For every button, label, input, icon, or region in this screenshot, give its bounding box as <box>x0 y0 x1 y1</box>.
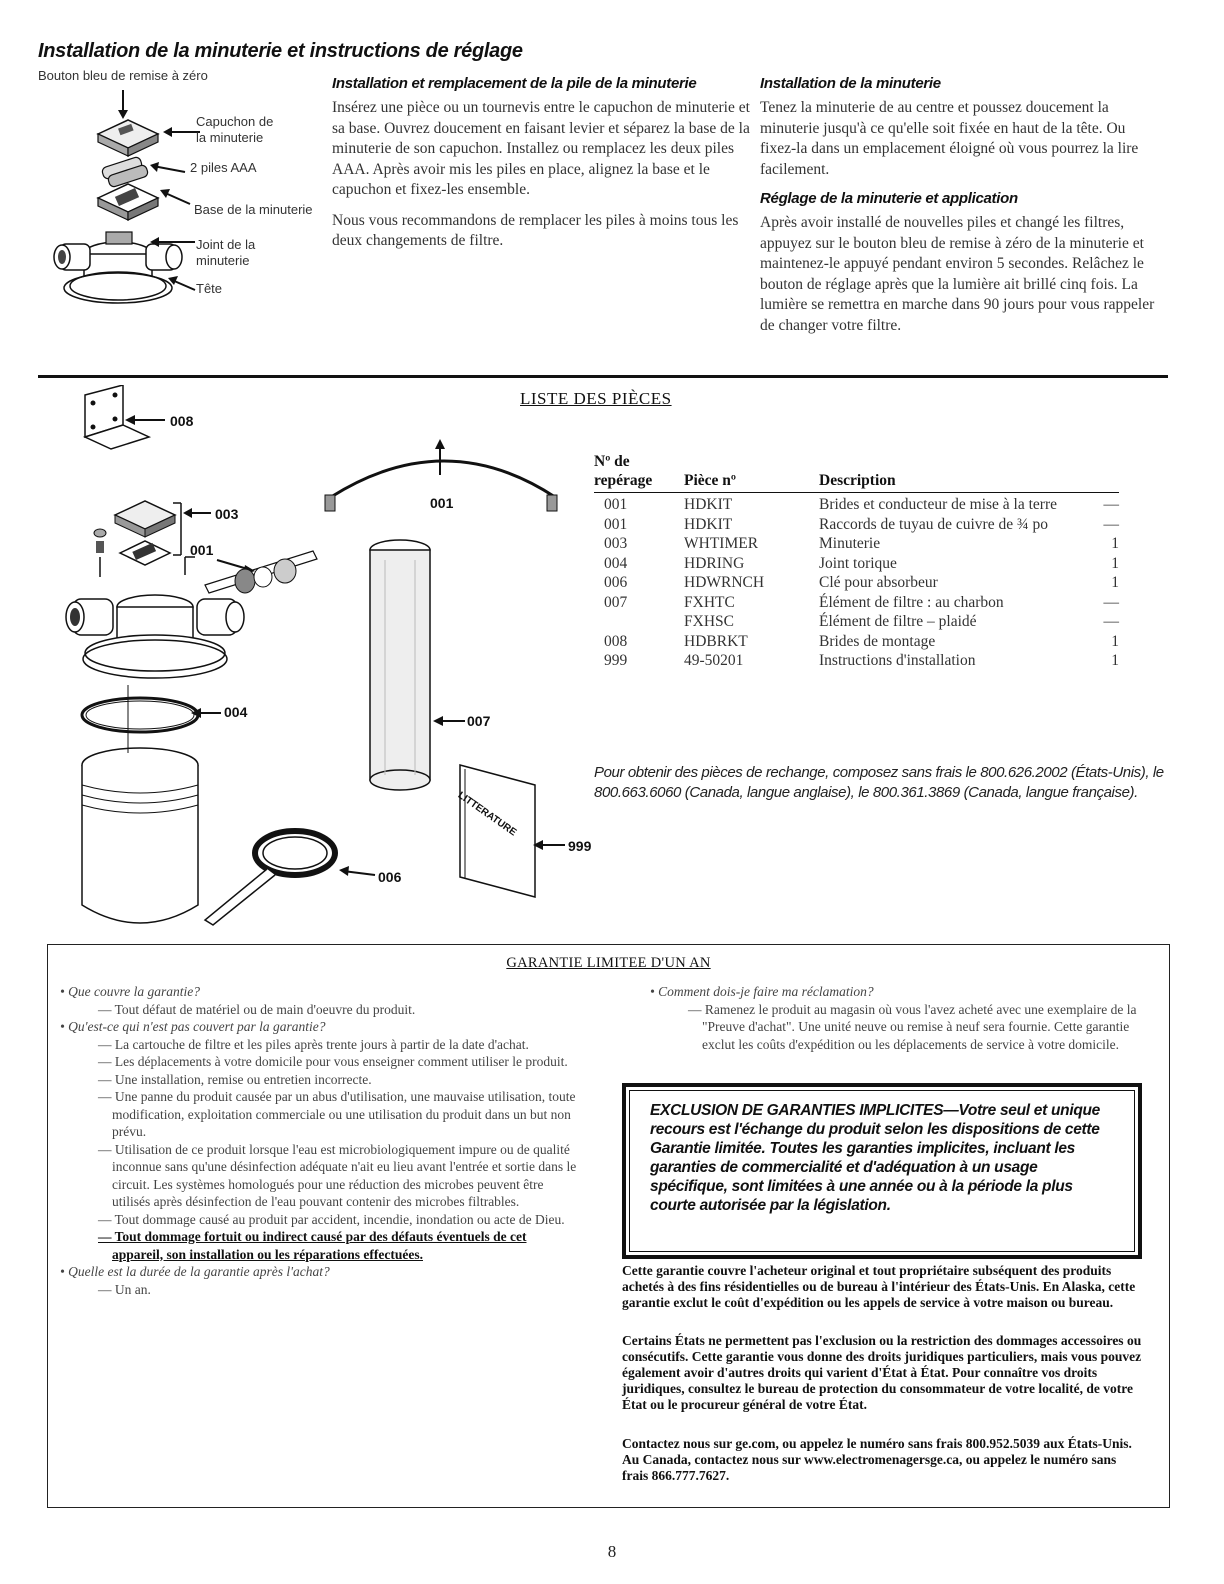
cell-part: HDRING <box>684 554 745 572</box>
cell-desc: Joint torique <box>819 554 897 572</box>
cell-desc: Brides de montage <box>819 632 936 650</box>
cell-ref <box>594 612 684 632</box>
page-title: Installation de la minuterie et instructions de réglage <box>38 40 523 62</box>
warranty-question-1: • Que couvre la garantie? <box>60 984 200 999</box>
warranty-title: GARANTIE LIMITEE D'UN AN <box>506 955 711 971</box>
warranty-states: Certains États ne permettent pas l'exclusion ou la restriction des dommages accessoires ou consécutifs. Cette garantie vous donne des droits juridiques particuliers, mais vous pouvez également avoir d'autres droits qui varient d'État à État. Pour connaître vos droits juridiques, consultez le bureau de protection du consommateur de votre localité, de votre État ou le procureur général de votre État. <box>622 1333 1142 1412</box>
warranty-answer: — Ramenez le produit au magasin où vous l'avez acheté avec une exemplaire de la "Preuve d'achat". Une unité neuve ou remise à neuf sera fournie. Cette garantie exclut les coûts d'expédition ou les déplacements de service à votre domicile. <box>688 1001 1137 1052</box>
table-row <box>594 554 1119 574</box>
label-999: 999 <box>568 838 592 854</box>
label-timer-cap: Capuchon de la minuterie <box>196 114 274 145</box>
parts-list-title: LISTE DES PIÈCES <box>520 389 672 408</box>
cell-ref: 001 <box>604 515 628 533</box>
timer-install-heading: Installation de la minuterie <box>760 75 941 92</box>
cell-ref: 006 <box>604 574 628 591</box>
warranty-answer-emphasis: — Tout dommage fortuit ou indirect causé par des défauts éventuels de cet appareil, son installation ou les réparations effectuées. <box>98 1229 527 1262</box>
replacement-parts-note: Pour obtenir des pièces de rechange, composez sans frais le 800.626.2002 (États-Unis), le 800.663.6060 (Canada, langue anglaise), le 800.361.3869 (Canada, langue française). <box>594 764 1164 801</box>
cell-ref: 004 <box>604 554 628 572</box>
warranty-answer: — Les déplacements à votre domicile pour vous enseigner comment utiliser le produit. <box>98 1054 568 1069</box>
cell-desc: Minuterie <box>819 535 881 552</box>
label-003: 003 <box>215 506 239 522</box>
label-001-tubing: 001 <box>430 495 454 511</box>
label-001-fitting: 001 <box>190 542 214 558</box>
battery-paragraph-2: Nous vous recommandons de remplacer les piles à moins tous les deux changements de filtre. <box>332 211 739 249</box>
cell-qty: — <box>1103 515 1119 533</box>
table-row <box>594 651 1119 671</box>
exploded-parts-drawing <box>45 385 605 930</box>
timer-install-paragraph: Tenez la minuterie de au centre et poussez doucement la minuterie jusqu'à ce qu'elle soit fixée en haut de la tête. Ou fixez-la dans un emplacement éloigné où vous pourrez la lire facilement. <box>760 99 1139 178</box>
warranty-question-3: • Quelle est la durée de la garantie après l'achat? <box>60 1264 330 1279</box>
cell-part: HDBRKT <box>684 632 748 650</box>
cell-qty: 1 <box>1111 574 1119 591</box>
cell-ref: 003 <box>604 535 628 552</box>
cell-part: WHTIMER <box>684 535 759 552</box>
warranty-answer: — Utilisation de ce produit lorsque l'eau est microbiologiquement impure ou de qualité inconnue sans qu'une désinfection adéquate n'ait eu lieu avant l'entrée et sortie dans le circuit. Les systèmes homologués pour une réduction des microbes peuvent être utilisés après désinfection de l'eau pouvant contenir des microbes filtrables. <box>98 1141 577 1209</box>
cell-part: FXHSC <box>684 613 734 630</box>
warranty-answer: — Tout dommage causé au produit par accident, incendie, inondation ou acte de Dieu. <box>98 1211 565 1227</box>
battery-section <box>332 75 752 262</box>
table-row <box>594 573 1119 593</box>
cell-part: HDKIT <box>684 496 733 513</box>
cell-desc: Clé pour absorbeur <box>819 574 938 591</box>
question-text: Quelle est la durée de la garantie après l'achat? <box>68 1264 330 1279</box>
table-row <box>594 612 1119 632</box>
table-row <box>594 632 1119 652</box>
cell-qty: 1 <box>1111 632 1119 650</box>
label-timer-seal: Joint de la minuterie <box>196 237 256 268</box>
section-divider <box>38 375 1168 378</box>
cell-ref: 999 <box>604 652 628 669</box>
label-batteries: 2 piles AAA <box>190 160 257 175</box>
cell-desc: Raccords de tuyau de cuivre de ¾ po <box>819 515 1048 533</box>
warranty-answer: — Un an. <box>98 1281 151 1297</box>
label-006: 006 <box>378 869 402 885</box>
warranty-answer: — Tout défaut de matériel ou de main d'oeuvre du produit. <box>98 1001 416 1017</box>
battery-heading: Installation et remplacement de la pile de la minuterie <box>332 75 697 92</box>
table-row <box>594 493 1119 515</box>
battery-paragraph-1: Insérez une pièce ou un tournevis entre le capuchon de minuterie et sa base. Ouvrez doucement en faisant levier et séparez la base de la minuterie de son capuchon. Installez ou remplacez les deux piles AAA. Après avoir mis les piles en place, alignez la base et le capuchon et fixez-les ensemble. <box>332 99 750 198</box>
cell-desc: Instructions d'installation <box>819 652 976 669</box>
warranty-left-column <box>60 983 580 1298</box>
col-qty <box>1079 452 1119 493</box>
col-part: Pièce nº <box>684 472 737 489</box>
label-head: Tête <box>196 281 223 296</box>
warranty-contact: Contactez nous sur ge.com, ou appelez le numéro sans frais 800.952.5039 aux États-Unis. Au Canada, contactez nous sur www.electromenagersge.ca, ou appelez le numéro sans frais 866.777.7627. <box>622 1436 1132 1483</box>
cell-part: HDKIT <box>684 515 733 533</box>
exclusion-box <box>622 1083 1142 1259</box>
warranty-answer: — Une panne du produit causée par un abus d'utilisation, une mauvaise utilisation, toute modification, exploitation commerciale ou une utilisation du produit dans un but non prévu. <box>98 1089 576 1139</box>
timer-install-section <box>760 75 1165 336</box>
warranty-coverage: Cette garantie couvre l'acheteur original et tout propriétaire subséquent des produits achetés à des fins résidentielles ou de bureau à l'intérieur des États-Unis. En Alaska, cette garantie exclut le coût d'expédition ou les appels de service à votre maison ou bureau. <box>622 1263 1136 1310</box>
cell-desc: Brides et conducteur de mise à la terre <box>819 496 1057 513</box>
label-007: 007 <box>467 713 491 729</box>
cell-ref: 007 <box>604 593 628 611</box>
parts-table <box>594 452 1119 671</box>
cell-qty: — <box>1103 613 1119 630</box>
cell-qty: 1 <box>1111 652 1119 669</box>
table-row <box>594 534 1119 554</box>
cell-qty: 1 <box>1111 554 1119 572</box>
parts-table-wrapper <box>594 452 1119 671</box>
question-text: Qu'est-ce qui n'est pas couvert par la garantie? <box>68 1019 326 1034</box>
cell-ref: 008 <box>604 632 628 650</box>
timer-setting-paragraph: Après avoir installé de nouvelles piles et changé les filtres, appuyez sur le bouton bleu de remise à zéro de la minuterie et maintenez-le appuyé pendant environ 5 secondes. Relâchez le bouton de réglage après que la lumière ait brillé cinq fois. La lumière se remettra en marche dans 90 jours pour vous rappeler de changer votre filtre. <box>760 214 1155 334</box>
warranty-question-2: • Qu'est-ce qui n'est pas couvert par la garantie? <box>60 1019 326 1034</box>
exclusion-text: EXCLUSION DE GARANTIES IMPLICITES—Votre seul et unique recours est l'échange du produit selon les dispositions de cette Garantie limitée. Toutes les garanties implicites, incluant les garanties de commercialité et d'adéquation à un usage spécifique, sont limitées à une année ou à la période la plus courte autorisée par la législation. <box>650 1102 1100 1214</box>
page-number: 8 <box>607 1542 617 1561</box>
cell-qty: — <box>1103 496 1119 513</box>
question-text: Que couvre la garantie? <box>68 984 200 999</box>
question-text: Comment dois-je faire ma réclamation? <box>658 984 874 999</box>
cell-part: FXHTC <box>684 593 735 611</box>
cell-part: HDWRNCH <box>684 574 765 591</box>
col-desc: Description <box>819 472 896 489</box>
warranty-question-4: • Comment dois-je faire ma réclamation? <box>650 984 874 999</box>
table-row <box>594 515 1119 535</box>
cell-qty: 1 <box>1111 535 1119 552</box>
cell-ref: 001 <box>604 496 628 513</box>
label-timer-base: Base de la minuterie <box>194 202 313 217</box>
cell-desc: Élément de filtre : au charbon <box>819 593 1004 611</box>
cell-part: 49-50201 <box>684 652 744 669</box>
warranty-right-top <box>650 983 1150 1053</box>
parts-table-header <box>594 452 1119 493</box>
literature-booklet-label: LITTERATURE <box>455 790 519 839</box>
warranty-answer: — Une installation, remise ou entretien incorrecte. <box>98 1071 372 1087</box>
label-blue-button: Bouton bleu de remise à zéro <box>38 68 208 83</box>
table-row <box>594 593 1119 613</box>
col-ref: Nº de repérage <box>594 453 653 489</box>
label-004: 004 <box>224 704 248 720</box>
timer-setting-heading: Réglage de la minuterie et application <box>760 190 1018 207</box>
cell-desc: Élément de filtre – plaidé <box>819 613 977 630</box>
cell-qty: — <box>1103 593 1119 611</box>
warranty-answer: — La cartouche de filtre et les piles après trente jours à partir de la date d'achat. <box>98 1036 529 1052</box>
label-008: 008 <box>170 413 194 429</box>
